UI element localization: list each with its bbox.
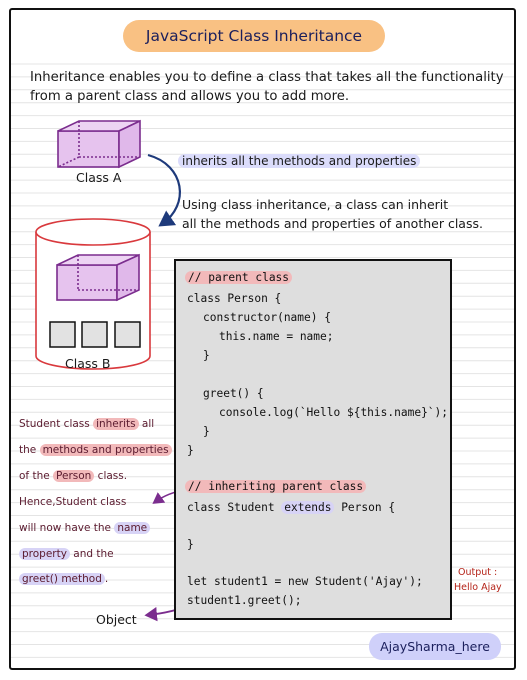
class-b-label: Class B — [65, 356, 111, 371]
inherit-arrow — [148, 155, 180, 224]
side-note-7b: . — [104, 573, 109, 585]
code-line-9-end: Person { — [334, 501, 396, 514]
code-line-2: constructor(name) { — [203, 311, 331, 324]
class-a-label: Class A — [76, 170, 122, 185]
code-comment-2 — [185, 480, 366, 493]
side-note-line-4: Hence,Student class — [19, 496, 127, 508]
class-b-cylinder-icon — [36, 219, 150, 369]
side-note-1b: inherits — [93, 418, 139, 430]
code-comment-1 — [185, 271, 292, 284]
code-line-6: console.log(`Hello ${this.name}`); — [219, 406, 449, 419]
intro-text: Inheritance enables you to define a class that takes all the functionality from a parent class and allows you to add more. — [30, 70, 504, 104]
side-note-line-1 — [19, 418, 154, 430]
side-note-6b: and the — [69, 548, 114, 560]
object-label: Object — [96, 612, 137, 627]
side-note-7a: greet() method — [19, 573, 105, 585]
side-note-5a: will now have the — [19, 522, 115, 534]
code-comment-1-text: // parent class — [185, 271, 292, 284]
side-note-line-6 — [19, 548, 114, 560]
side-note-3c: class. — [94, 470, 128, 482]
side-note-line-2 — [19, 444, 172, 456]
side-note-3b: Person — [53, 470, 94, 482]
code-line-10: } — [187, 538, 194, 551]
side-note-line-7 — [19, 573, 108, 585]
author-handle: AjaySharma_here — [369, 633, 501, 660]
code-line-8: } — [187, 444, 194, 457]
code-line-9-start: class Student — [187, 501, 282, 514]
code-line-11: let student1 = new Student('Ajay'); — [187, 575, 423, 588]
side-note-2a: the — [19, 444, 40, 456]
side-note-6a: property — [19, 548, 70, 560]
code-line-7: } — [203, 425, 210, 438]
side-note-1c: all — [138, 418, 155, 430]
code-line-3: this.name = name; — [219, 330, 334, 343]
output-label: Output : — [458, 567, 498, 578]
code-line-12: student1.greet(); — [187, 594, 302, 607]
code-comment-2-text: // inheriting parent class — [185, 480, 366, 493]
page-title: JavaScript Class Inheritance — [123, 20, 385, 52]
explanation-line-1: Using class inheritance, a class can inherit — [182, 197, 449, 212]
explanation-line-2: all the methods and properties of another class. — [182, 216, 483, 231]
code-line-1: class Person { — [187, 292, 282, 305]
side-note-line-5 — [19, 522, 150, 534]
side-note-3a: of the — [19, 470, 54, 482]
code-line-5: greet() { — [203, 387, 264, 400]
side-note-line-3 — [19, 470, 127, 482]
side-note-5b: name — [114, 522, 150, 534]
extends-keyword: extends — [281, 501, 334, 514]
side-note-2b: methods and properties — [40, 444, 172, 456]
inherits-note-text: inherits all the methods and properties — [178, 154, 420, 168]
code-line-4: } — [203, 349, 210, 362]
class-a-cube-icon — [58, 121, 140, 167]
code-block — [174, 259, 452, 620]
side-note-1a: Student class — [19, 418, 94, 430]
inherits-note — [178, 154, 420, 168]
code-line-9 — [187, 501, 395, 514]
output-value: Hello Ajay — [454, 582, 502, 593]
